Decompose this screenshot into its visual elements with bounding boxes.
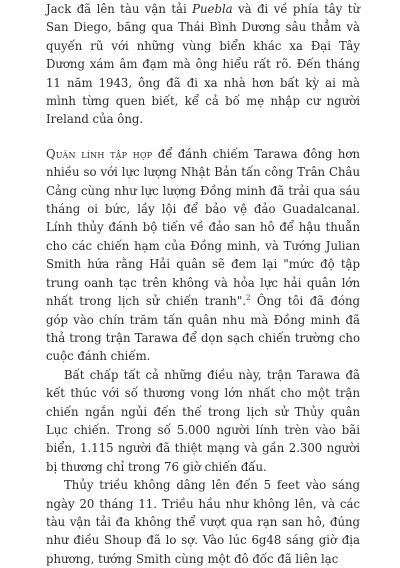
ship-name-italic: Puebla (192, 2, 233, 16)
paragraph-4-text: Thủy triều không dâng lên đến 5 feet vào sáng ngày 20 tháng 11. Triều hầu như không lên, và các tàu vận tải đa không thể vượt qua rạn san hô, đúng như điều Shoup đã lo sợ. Vào lúc 6g48 sáng giờ địa phương, tướng Smith cùng một đô đốc đã liên lạc (46, 478, 360, 566)
paragraph-4 (46, 476, 360, 568)
paragraph-1-text-start: Jack đã lên tàu vận tải (46, 2, 193, 16)
paragraph-2 (46, 145, 360, 366)
paragraph-2-text: để đánh chiếm Tarawa đông hơn nhiều so với lực lượng Nhật Bản tấn công Trân Châu Cảng cùng như lực lượng Đồng minh đã trải qua sáu tháng oi bức, lầy lội để bảo vệ đảo Guadalcanal. Lính thủy đánh bộ tiến về đảo san hô để hậu thuẫn cho các chiến hạm của Đồng minh, và Tướng Julian Smith hứa rằng Hải quân sẽ đem lại "mức độ tập trung oanh tạc trên không và hỏa lực hải quân lớn nhất trong lịch sử chiến tranh". (46, 146, 360, 309)
paragraph-1 (46, 0, 360, 129)
paragraph-2-text-end: Ông tôi đã đóng góp vào chín trăm tấn quân nhu mà Đồng minh đã thả trong trận Tarawa để dọn sạch chiến trường cho cuộc đánh chiếm. (46, 294, 360, 364)
paragraph-3-text: Bất chấp tất cả những điều này, trận Tarawa đã kết thúc với số thương vong lớn nhất cho một trận chiến ngắn ngủi đến thế trong lịch sử Thủy quân Lục chiến. Trong số 5.000 người lính trèn vào bãi biển, 1.115 người đã thiệt mạng và gần 2.300 người bị thương chỉ trong 76 giờ chiến đấu. (46, 367, 360, 474)
section-break (46, 129, 360, 145)
section-opening-smallcaps: Quân lính tập hợp (46, 146, 153, 161)
paragraph-1-text-end: và đi về phía tây từ San Diego, băng qua Thái Bình Dương sâu thẳm và quyến rũ với những vùng biển khác xa Đại Tây Dương xám âm đạm mà ông hiểu rất rõ. Đến tháng 11 năm 1943, ông đã đi xa nhà hơn bất kỳ ai mà mình từng quen biết, kể cả bố mẹ nhập cư người Ireland của ông. (46, 2, 360, 127)
footnote-marker[interactable]: 2 (246, 294, 251, 303)
paragraph-3 (46, 366, 360, 476)
